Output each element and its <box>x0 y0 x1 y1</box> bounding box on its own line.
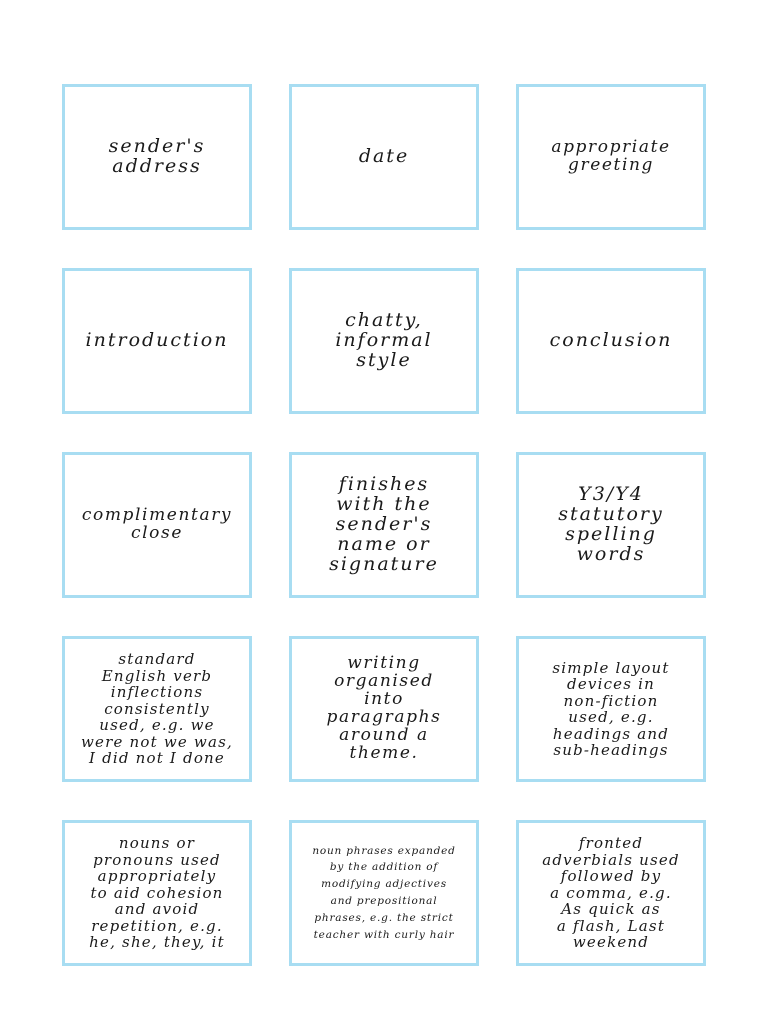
card-writing-organised-into-paragraphs <box>289 636 479 782</box>
card-appropriate-greeting <box>516 84 706 230</box>
card-text: date <box>358 145 410 168</box>
card-text: writing organised into paragraphs around a theme. <box>326 653 442 763</box>
card-text: appropriate greeting <box>551 137 671 175</box>
card-text: noun phrases expanded by the addition of modifying adjectives and prepositional phrases, e.g. the strict teacher with curly hair <box>312 844 456 941</box>
card-finishes-with-signature <box>289 452 479 598</box>
card-complimentary-close <box>62 452 252 598</box>
card-text: chatty, informal style <box>335 309 433 371</box>
card-fronted-adverbials <box>516 820 706 966</box>
card-senders-address <box>62 84 252 230</box>
card-noun-phrases-expanded <box>289 820 479 966</box>
card-grid <box>62 84 706 966</box>
card-text: nouns or pronouns used appropriately to aid cohesion and avoid repetition, e.g. he, she, they, it <box>89 834 225 952</box>
card-simple-layout-devices <box>516 636 706 782</box>
card-conclusion <box>516 268 706 414</box>
card-nouns-or-pronouns <box>62 820 252 966</box>
card-text: conclusion <box>549 329 673 352</box>
card-text: fronted adverbials used followed by a comma, e.g. As quick as a flash, Last weekend <box>542 834 680 952</box>
card-date <box>289 84 479 230</box>
card-text: Y3/Y4 statutory spelling words <box>558 483 664 565</box>
card-text: introduction <box>85 329 229 352</box>
card-introduction <box>62 268 252 414</box>
card-text: standard English verb inflections consistently used, e.g. we were not we was, I did not I done <box>81 650 233 768</box>
card-text: finishes with the sender's name or signature <box>329 473 439 575</box>
card-statutory-spelling-words <box>516 452 706 598</box>
card-text: complimentary close <box>81 505 233 543</box>
card-standard-english-verb-inflections <box>62 636 252 782</box>
card-chatty-informal-style <box>289 268 479 414</box>
card-text: sender's address <box>108 135 206 177</box>
card-text: simple layout devices in non-fiction used, e.g. headings and sub-headings <box>552 658 670 759</box>
